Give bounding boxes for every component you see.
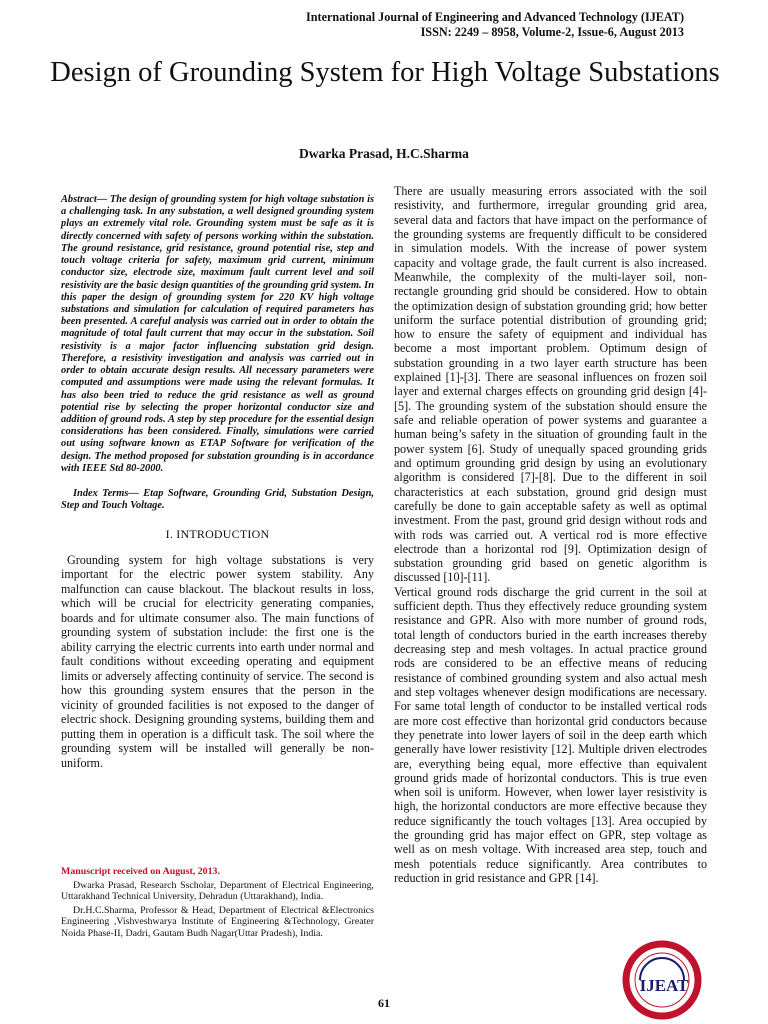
journal-name: International Journal of Engineering and Advanced Technology (IJEAT)	[306, 10, 684, 24]
journal-logo-icon	[618, 934, 714, 1022]
right-column	[394, 184, 707, 885]
journal-issn: ISSN: 2249 – 8958, Volume-2, Issue-6, August 2013	[420, 24, 684, 39]
manuscript-received: Manuscript received on August, 2013.	[61, 866, 220, 877]
section-heading-introduction: I. INTRODUCTION	[165, 526, 270, 541]
body-paragraph-2: Vertical ground rods discharge the grid current in the soil at sufficient depth. Thus they effectively reduce grounding system resistance and GPR. Also with more number of ground rods, total length of conductors buried in the earth increases thereby decreasing step and mesh voltages. In actual practice ground rods are considered to be an effective means of reducing resistance of combined grounding system and also actual mesh and step voltages whenever design modifications are necessary. For same total length of conductor to be installed vertical rods are more cost effective than horizontal grid conductors because they penetrate into lower layers of soil in the deep earth which generally have lower resistivity [12]. Multiple driven electrodes are, everything being equal, more effective than equivalent ground grids made of horizontal conductors. This is true even when soil is uniform. However, when lower layer resistivity is high, the horizontal conductors are more effective because they reduce significantly the touch voltages [13]. Area occupied by the grounding grid has major effect on GPR, step voltage as well as on mesh voltage. With increased area step, touch and mesh potentials reduce significantly. Area contributes to reduction in grid resistance and GPR [14].	[394, 584, 707, 885]
left-column	[61, 194, 374, 770]
page-number: 61	[378, 996, 390, 1010]
body-paragraph-1: There are usually measuring errors associated with the soil resistivity, and furthermore, irregular grounding grid area, several data and factors that have impact on the performance of the grounding systems are frequently difficult to be considered in simulation models. With the increase of power system capacity and voltage grade, the fault current is also increased. Meanwhile, the complexity of the multi-layer soil, non-rectangle grounding grid should be considered. How to obtain the optimization design of substation grounding grid; how better uniform the surface potential distribution of grounding grid; how to ensure the safety of equipment and individual has become a most important problem. Optimum design of substation grounding in a two layer earth structure has been explained [1]-[3]. There are seasonal influences on frozen soil layer and external charges effects on grounding grid design [4]-[5]. The grounding system of the substation should ensure the safe and reliable operation of power systems and guarantee a human being’s safety in the situation of grounding fault in the power system [6]. Study of unequally spaced grounding grids and optimum grounding grid design by using an evolutionary algorithm is considered [7]-[8]. Due to the different in soil characteristics at each substation, ground grid design must carefully be done to gain acceptable safety as well as optimal investment. From the past, ground grid design without rods and with rods was carried out. A vertical rod is more effective electrode than a horizontal rod [9]. Optimization design of substation grounding grid based on genetic algorithm is discussed [10]-[11].	[394, 184, 707, 585]
author-list: Dwarka Prasad, H.C.Sharma	[299, 146, 469, 161]
footnotes	[61, 866, 374, 942]
journal-header	[306, 10, 684, 39]
introduction-paragraph: Grounding system for high voltage substations is very important for the electric power system stability. Any malfunction can cause blackout. The blackout results in loss, which will be crucial for electricity generating companies, boards and for ultimate consumer also. The main functions of grounding system of substation include: the first one is the ability carrying the electric currents into earth under normal and fault conditions without exceeding operating and equipment limits or adversely affecting continuity of service. The second is how this grounding system ensures that the person in the vicinity of grounded facilities is not exposed to the danger of electric shock. Designing grounding systems, building them and putting them in operation is a difficult task. The soil where the grounding system will be installed will generally be non-uniform.	[61, 552, 374, 770]
logo-text: IJEAT	[639, 976, 689, 995]
author-affiliation-1: Dwarka Prasad, Research Sscholar, Department of Electrical Engineering, Uttarakhand Technical University, Dehradun (Uttarakhand), India.	[61, 879, 374, 903]
index-terms: Index Terms— Etap Software, Grounding Grid, Substation Design, Step and Touch Voltage.	[61, 488, 374, 512]
abstract: Abstract— The design of grounding system for high voltage substation is a challenging task. In any substation, a well designed grounding system plays an extremely vital role. Grounding system must be safe as it is directly concerned with safety of persons working within the substation. The ground resistance, grid resistance, ground potential rise, step and touch voltage criteria for safety, maximum grid current, minimum conductor size, electrode size, maximum fault current level and soil resistivity are the basic design quantities of the grounding grid system. In this paper the design of grounding system for 220 KV high voltage substations and simulation for calculation of required parameters has been presented. A careful analysis was carried out in order to obtain the magnitude of total fault current that may occur in the substation. Soil resistivity is a major factor influencing substation grid design. Therefore, a resistivity investigation and analysis was carried out in order to obtain accurate design results. All necessary parameters were computed and assumptions were made using the relevant formulas. It has also been tried to reduce the grid resistance as well as ground potential rise by selecting the proper horizontal conductor size and addition of ground rods. A step by step procedure for the essential design considerations has been considered. Finally, simulations were carried out using software known as ETAP Software for verification of the design. The method proposed for substation grounding is in accordance with IEEE Std 80-2000.	[61, 194, 374, 474]
paper-title: Design of Grounding System for High Voltage Substations	[50, 57, 720, 88]
author-affiliation-2: Dr.H.C.Sharma, Professor & Head, Department of Electrical &Electronics Engineering ,Vishveshwarya Institute of Engineering &Technology, Greater Noida Phase-II, Dadri, Gautam Budh Nagar(Uttar Pradesh), India.	[61, 904, 374, 939]
